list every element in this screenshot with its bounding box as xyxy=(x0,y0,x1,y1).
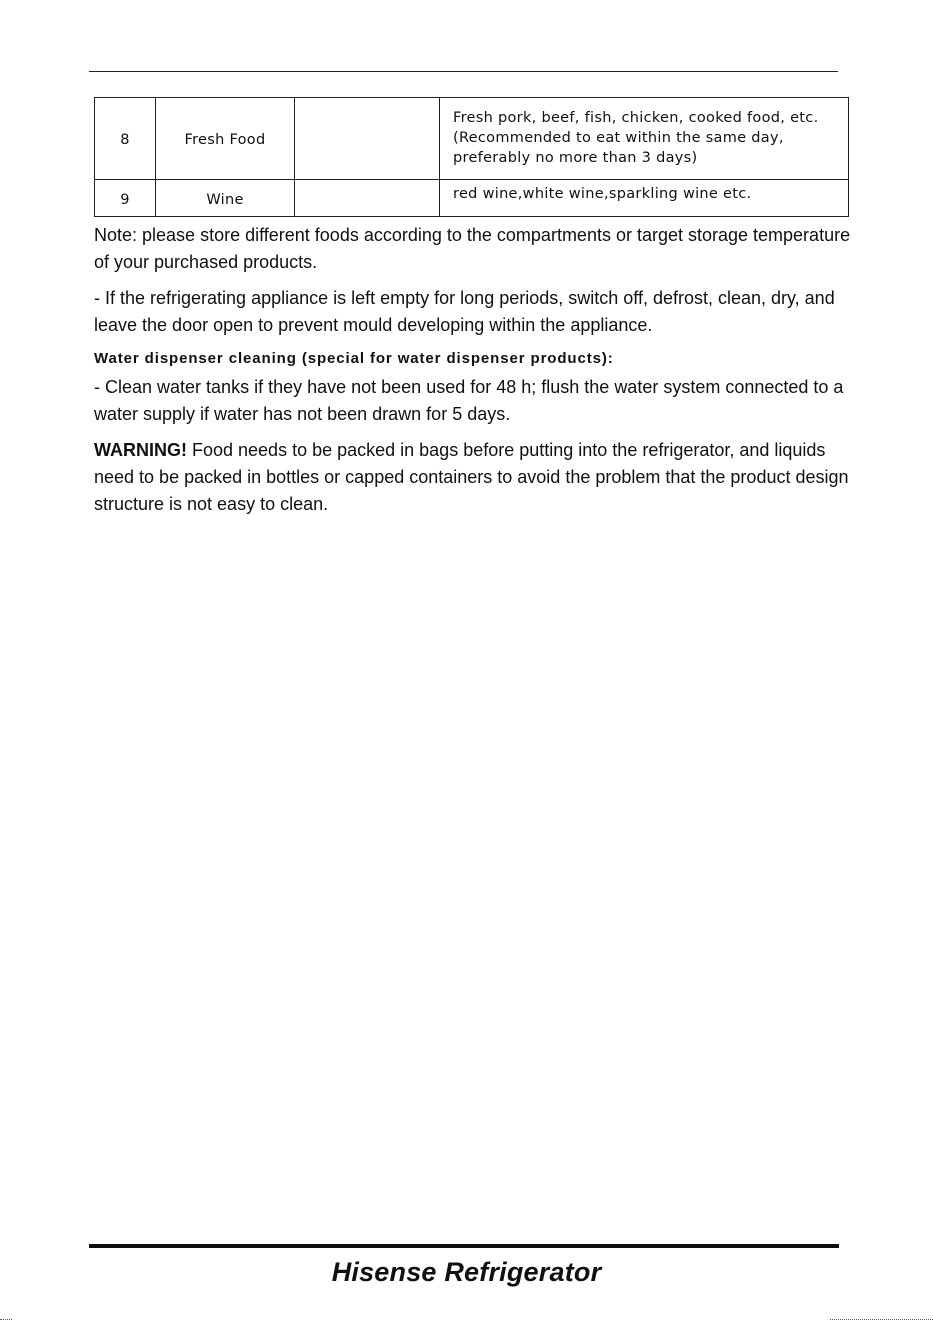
description-line: preferably no more than 3 days) xyxy=(453,149,698,166)
warning-text: Food needs to be packed in bags before putting into the refrigerator, and liquids need to be packed in bottles or capped containers to avoid the problem that the product design structure is not easy to clean. xyxy=(94,440,849,514)
water-dispenser-text: - Clean water tanks if they have not been used for 48 h; flush the water system connected to a water supply if water has not been drawn for 5 days. xyxy=(94,377,844,424)
compartment-number: 8 xyxy=(95,98,156,180)
table-row xyxy=(95,98,849,180)
compartment-description xyxy=(440,180,849,217)
page-edge-mark xyxy=(830,1319,933,1320)
description-line: Fresh pork, beef, fish, chicken, cooked food, etc. xyxy=(453,109,819,126)
footer-brand: Hisense Refrigerator xyxy=(331,1257,602,1287)
header-rule xyxy=(89,71,838,72)
compartment-description xyxy=(440,98,849,180)
warning-label: WARNING! xyxy=(94,440,187,460)
compartment-temperature xyxy=(295,98,440,180)
storage-table xyxy=(94,97,849,217)
body-content xyxy=(94,222,854,527)
compartment-temperature xyxy=(295,180,440,217)
water-dispenser-heading: Water dispenser cleaning (special for water dispenser products): xyxy=(94,350,614,367)
compartment-name: Wine xyxy=(156,180,295,217)
page-edge-mark xyxy=(0,1319,12,1320)
warning-paragraph xyxy=(94,437,854,518)
storage-note: Note: please store different foods according to the compartments or target storage temperature of your purchased products. xyxy=(94,225,851,272)
footer-rule xyxy=(89,1244,839,1248)
table-row xyxy=(95,180,849,217)
description-line: red wine,white wine,sparkling wine etc. xyxy=(453,186,752,202)
empty-appliance-advice: - If the refrigerating appliance is left empty for long periods, switch off, defrost, clean, dry, and leave the door open to prevent mould developing within the appliance. xyxy=(94,288,835,335)
description-line: (Recommended to eat within the same day, xyxy=(453,129,784,146)
compartment-name: Fresh Food xyxy=(156,98,295,180)
compartment-number: 9 xyxy=(95,180,156,217)
